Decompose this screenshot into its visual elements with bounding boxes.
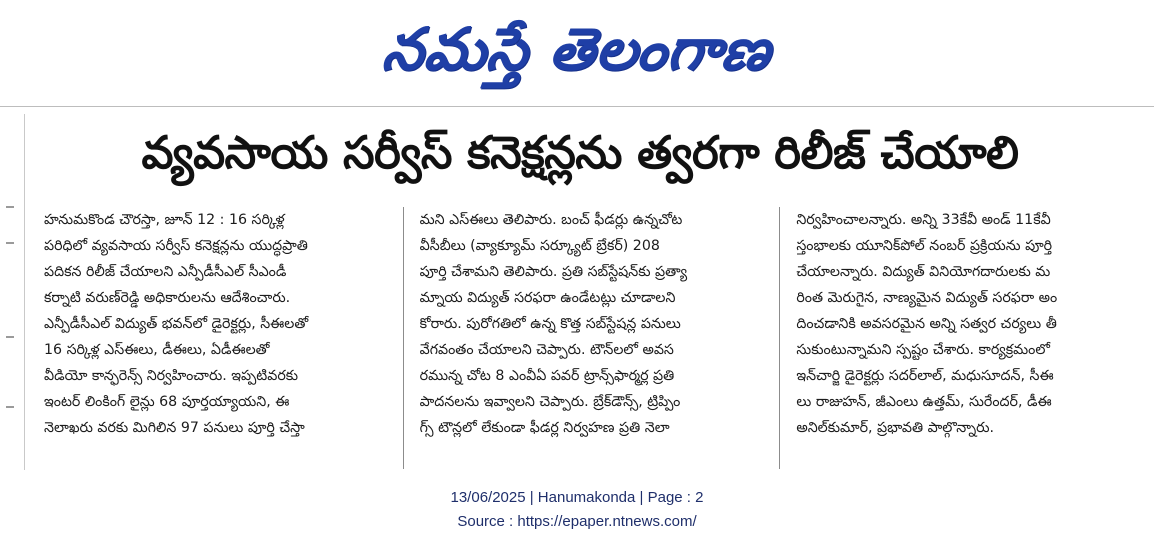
text-line: కర్నాటి వరుణ్‌రెడ్డి అధికారులను ఆదేశించారు. xyxy=(44,290,291,306)
text-line: కోరారు. పురోగతిలో ఉన్న కొత్త సబ్‌స్టేషన్ల పనులు xyxy=(419,316,681,332)
newspaper-logo: నమస్తే తెలంగాణ xyxy=(379,15,775,83)
text-line: వీసీబీలు (వ్యాక్యూమ్ సర్క్యూట్ బ్రేకర్) 208 xyxy=(419,238,660,254)
text-line: పాదనలను ఇవ్వాలని చెప్పారు. బ్రేక్‌డౌన్స్, ట్రిప్పిం xyxy=(419,394,681,410)
text-line: పూర్తి చేశామని తెలిపారు. ప్రతి సబ్‌స్టేషన్‌కు ప్రత్యా xyxy=(419,264,688,280)
text-line: ఇన్‌చార్జి డైరెక్టర్లు సదర్‌లాల్, మధుసూదన్, సీఈ xyxy=(796,368,1054,384)
text-line: మని ఎస్ఈలు తెలిపారు. బంచ్ ఫీడర్లు ఉన్నచోట xyxy=(419,212,683,228)
article-body xyxy=(44,207,1138,469)
text-line: ఎన్పీడీసీఎల్ విద్యుత్ భవన్‌లో డైరెక్టర్లు, సీఈలతో xyxy=(44,316,309,332)
text-line: నెలాఖరు వరకు మిగిలిన 97 పనులు పూర్తి చేస్తా xyxy=(44,420,305,436)
text-line: చేయాలన్నారు. విద్యుత్ వినియోగదారులకు మ xyxy=(796,264,1051,280)
text-line: ఇంటర్ లింకింగ్ లైన్లు 68 పూర్తయ్యాయని, ఈ xyxy=(44,394,290,410)
text-line: నిర్వహించాలన్నారు. అన్ని 33కేవీ అండ్ 11కేవీ xyxy=(796,212,1051,228)
text-line: రమున్న చోట 8 ఎంవీఏ పవర్ ట్రాన్స్‌ఫార్మర్ల ప్రతి xyxy=(419,368,675,384)
text-line: గ్స్ టౌన్లలో లేకుండా ఫీడర్ల నిర్వహణ ప్రతి నెలా xyxy=(419,420,670,436)
edition-info: 13/06/2025 | Hanumakonda | Page : 2 xyxy=(450,489,704,506)
text-line: 16 సర్కిళ్ల ఎస్ఈలు, డీఈలు, ఏడీఈలతో xyxy=(44,342,270,358)
text-line: రింత మెరుగైన, నాణ్యమైన విద్యుత్ సరఫరా అం xyxy=(796,290,1058,306)
source-link[interactable]: Source : https://epaper.ntnews.com/ xyxy=(457,513,697,530)
masthead-divider xyxy=(0,106,1154,107)
adjacent-page-edge xyxy=(0,114,25,470)
article-column-1 xyxy=(44,207,404,469)
page-footer xyxy=(0,486,1154,534)
text-line: అనిల్‌కుమార్, ప్రభావతి పాల్గొన్నారు. xyxy=(796,420,995,436)
text-line: దించడానికి అవసరమైన అన్ని సత్వర చర్యలు తీ xyxy=(796,316,1057,332)
text-line: వేగవంతం చేయాలని చెప్పారు. టౌన్‌లలో అవస xyxy=(419,342,674,358)
article-column-2 xyxy=(404,207,781,469)
text-line: సుకుంటున్నామని స్పష్టం చేశారు. కార్యక్రమంలో xyxy=(796,342,1050,358)
text-line: పదికన రిలీజ్ చేయాలని ఎన్పీడీసీఎల్ సీఎండీ xyxy=(44,264,287,280)
text-line: లు రాజుహన్, జీఎంలు ఉత్తమ్, సురేందర్, డీఈ xyxy=(796,394,1052,410)
text-line: వీడియో కాన్ఫరెన్స్ నిర్వహించారు. ఇప్పటివరకు xyxy=(44,368,299,384)
text-line: హనుమకొండ చౌరస్తా, జూన్ 12 : 16 సర్కిళ్ల xyxy=(44,212,285,228)
article-column-3 xyxy=(780,207,1138,469)
text-line: పరిధిలో వ్యవసాయ సర్వీస్ కనెక్షన్లను యుద్ధప్రాతి xyxy=(44,238,308,254)
masthead xyxy=(0,0,1154,98)
text-line: స్తంభాలకు యూనిక్‌పోల్ నంబర్ ప్రక్రియను పూర్తి xyxy=(796,238,1053,254)
text-line: మ్నాయ విద్యుత్ సరఫరా ఉండేటట్లు చూడాలని xyxy=(419,290,676,306)
article-headline: వ్యవసాయ సర్వీస్ కనెక్షన్లను త్వరగా రిలీజ్ చేయాలి xyxy=(141,126,1019,179)
